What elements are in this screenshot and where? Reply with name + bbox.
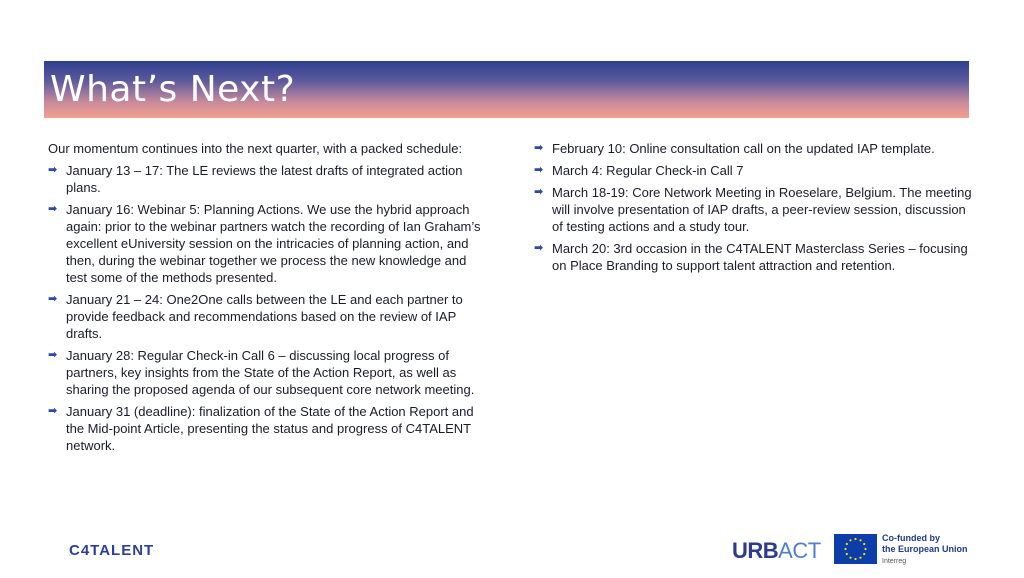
arrow-right-icon: ➡ (534, 186, 544, 198)
arrow-right-icon: ➡ (48, 405, 58, 417)
list-item-text: February 10: Online consultation call on the updated IAP template. (552, 141, 935, 156)
urbact-logo-act: ACT (778, 538, 821, 563)
list-item-text: January 31 (deadline): finalization of the State of the Action Report and the Mid-point Article, presenting the status and progress of C4TALENT network. (66, 404, 474, 453)
page-title: What’s Next? (50, 69, 296, 110)
list-item-text: January 13 – 17: The LE reviews the latest drafts of integrated action plans. (66, 163, 463, 195)
urbact-logo (732, 538, 821, 564)
right-column (534, 140, 974, 279)
list-item (534, 184, 974, 235)
arrow-right-icon: ➡ (534, 142, 544, 154)
eu-cofunded-label (882, 533, 968, 567)
list-item-text: March 20: 3rd occasion in the C4TALENT Masterclass Series – focusing on Place Branding to support talent attraction and retention. (552, 241, 968, 273)
arrow-right-icon: ➡ (48, 203, 58, 215)
list-item (534, 240, 974, 274)
arrow-right-icon: ➡ (534, 242, 544, 254)
c4talent-logo: C4TALENT (69, 542, 155, 559)
list-item (48, 403, 488, 454)
list-item-text: January 28: Regular Check-in Call 6 – discussing local progress of partners, key insights from the State of the Action Report, as well as sharing the proposed agenda of our subsequent core network meeting. (66, 348, 475, 397)
left-column (48, 140, 488, 459)
interreg-label: Interreg (882, 558, 907, 565)
list-item (534, 162, 974, 179)
list-item (48, 291, 488, 342)
list-item (534, 140, 974, 157)
left-bullet-list (48, 162, 488, 454)
list-item (48, 162, 488, 196)
title-banner (44, 61, 969, 118)
intro-text: Our momentum continues into the next quarter, with a packed schedule: (48, 141, 463, 156)
list-item-text: January 16: Webinar 5: Planning Actions. We use the hybrid approach again: prior to the webinar partners watch the recording of Ian Graham’s excellent eUniversity session on the intricacies of planning action, and then, during the webinar together we process the new knowledge and test some of the methods presented. (66, 202, 481, 285)
urbact-logo-urb: URB (732, 538, 779, 563)
arrow-right-icon: ➡ (48, 164, 58, 176)
list-item-text: March 18-19: Core Network Meeting in Roeselare, Belgium. The meeting will involve presentation of IAP drafts, a peer-review session, discussion of testing actions and a study tour. (552, 185, 972, 234)
right-bullet-list (534, 140, 974, 274)
eu-flag-icon (834, 534, 877, 564)
arrow-right-icon: ➡ (48, 293, 58, 305)
eu-line-2: the European Union (882, 544, 968, 554)
list-item-text: March 4: Regular Check-in Call 7 (552, 163, 744, 178)
arrow-right-icon: ➡ (48, 349, 58, 361)
list-item-text: January 21 – 24: One2One calls between the LE and each partner to provide feedback and recommendations based on the review of IAP drafts. (66, 292, 463, 341)
arrow-right-icon: ➡ (534, 164, 544, 176)
eu-line-1: Co-funded by (882, 533, 940, 543)
list-item (48, 201, 488, 286)
list-item (48, 347, 488, 398)
